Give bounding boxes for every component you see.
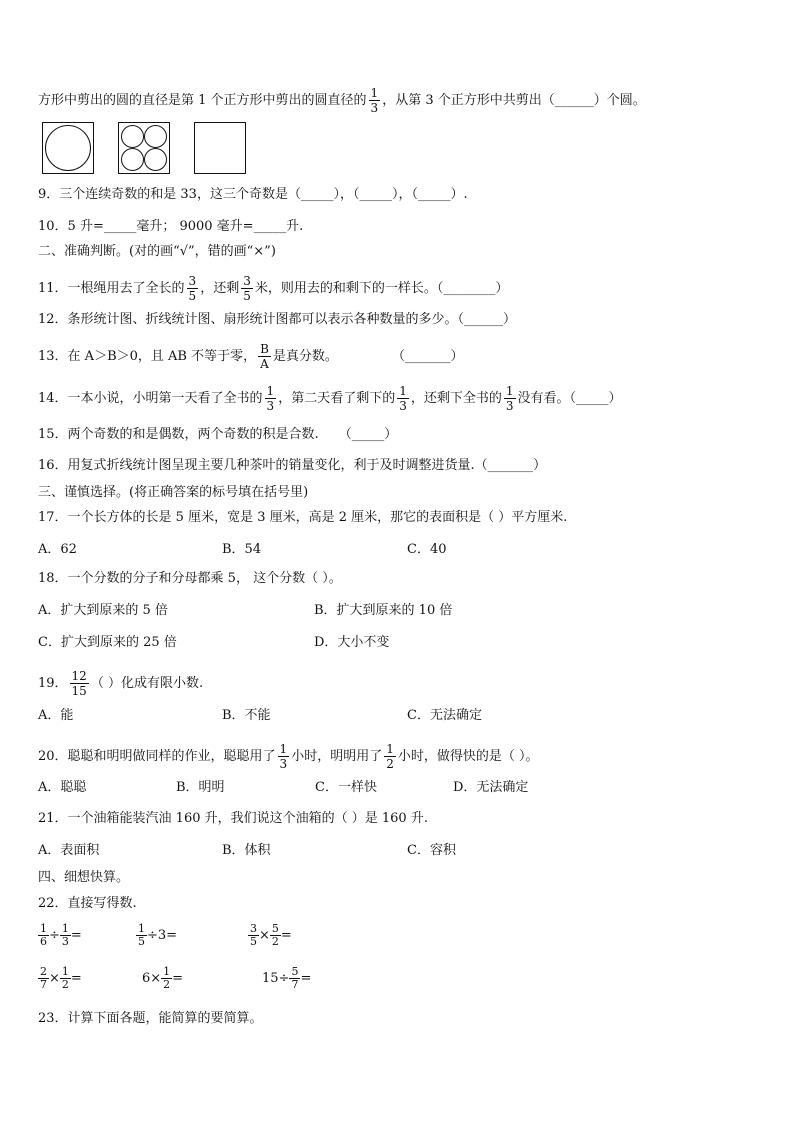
q20-option-d[interactable]: D．无法确定 [453, 780, 529, 795]
q14-text-a: 14．一本小说，小明第一天看了全书的 [38, 391, 263, 406]
q13-answer-blank: （_______） [391, 349, 464, 364]
frac-numerator: 1 [505, 384, 514, 398]
frac-numerator: 3 [250, 922, 257, 935]
calc-expression-2 [136, 923, 177, 948]
q20-text-c: 小时，做得快的是（ ）。 [397, 749, 539, 764]
frac-denominator: 3 [279, 757, 288, 771]
frac-denominator: A [260, 357, 269, 371]
frac-numerator: 1 [138, 922, 145, 935]
q19-fraction [70, 669, 89, 698]
q11-fraction-1 [187, 274, 199, 303]
question-11 [38, 274, 508, 303]
frac-numerator: 3 [243, 274, 251, 288]
question-17: 17．一个长方体的长是 5 厘米，宽是 3 厘米，高是 2 厘米，那它的表面积是（ ）平方厘米. [38, 510, 568, 525]
frac-denominator: 6 [40, 935, 47, 948]
question-10: 10．5 升=_____毫升； 9000 毫升=_____升. [38, 219, 304, 234]
q14-text-d: 没有看。（_____） [517, 391, 622, 406]
frac-denominator: 3 [266, 399, 275, 413]
q20-option-b[interactable]: B．明明 [176, 780, 225, 795]
q21-option-a[interactable]: A．表面积 [38, 843, 100, 858]
calc-equals: = [172, 971, 184, 986]
frac-numerator: 1 [399, 384, 407, 398]
calc-fraction [270, 923, 281, 948]
frac-numerator: 1 [386, 742, 394, 756]
calc-prefix: 6× [142, 971, 162, 986]
frac-denominator: 2 [163, 978, 171, 991]
square-figure-1 [42, 122, 94, 174]
q11-text-a: 11．一根绳用去了全长的 [38, 281, 185, 296]
q21-option-c[interactable]: C．容积 [407, 843, 456, 858]
q18-option-d[interactable]: D．大小不变 [314, 635, 390, 650]
frac-numerator: 1 [370, 86, 379, 100]
section-2-heading: 二、准确判断。(对的画“√”，错的画“×”) [38, 244, 276, 259]
q17-option-c[interactable]: C．40 [407, 542, 447, 557]
calc-fraction [60, 923, 71, 948]
circle-small [144, 148, 167, 171]
frac-denominator: 5 [188, 289, 197, 303]
calc-expression-5 [142, 966, 183, 991]
question-21: 21．一个油箱能装汽油 160 升，我们说这个油箱的（ ）是 160 升. [38, 811, 428, 826]
question-23: 23．计算下面各题，能简算的要简算。 [38, 1011, 263, 1026]
q19-number: 19． [38, 676, 68, 691]
q17-option-a[interactable]: A．62 [38, 542, 77, 557]
question-19 [38, 669, 203, 698]
q18-option-a[interactable]: A．扩大到原来的 5 倍 [38, 603, 168, 618]
frac-denominator: 5 [138, 935, 145, 948]
calc-expression-4 [38, 966, 82, 991]
calc-fraction [60, 966, 71, 991]
section-4-heading: 四、细想快算。 [38, 870, 130, 885]
q15-text: 15．两个奇数的和是偶数，两个奇数的积是合数. [38, 427, 319, 442]
section-3-heading: 三、谨慎选择。(将正确答案的标号填在括号里) [38, 485, 309, 500]
calc-fraction [38, 923, 49, 948]
calc-equals: = [70, 928, 82, 943]
question-14 [38, 384, 622, 413]
q20-fraction-1 [278, 742, 290, 771]
calc-rest: ÷3= [147, 928, 178, 943]
q11-text-b: ，还剩 [200, 281, 240, 296]
circle-small [121, 148, 144, 171]
frac-numerator: 12 [71, 669, 87, 683]
frac-numerator: 3 [188, 274, 197, 288]
q13-fraction [258, 342, 271, 371]
circle-small [144, 125, 167, 148]
q15-answer-blank: （_____） [338, 427, 398, 442]
frac-denominator: 7 [291, 978, 299, 991]
calc-operator: ÷ [49, 928, 60, 943]
frac-denominator: 2 [61, 978, 69, 991]
calc-expression-1 [38, 923, 82, 948]
q11-text-c: 米，则用去的和剩下的一样长。（________） [254, 281, 509, 296]
frac-denominator: 3 [505, 399, 514, 413]
question-20 [38, 742, 538, 771]
circle-small [121, 125, 144, 148]
q14-fraction-2 [397, 384, 409, 413]
calc-prefix: 15÷ [262, 971, 290, 986]
calc-operator: × [259, 928, 270, 943]
frac-numerator: 1 [61, 922, 69, 935]
frac-numerator: 1 [279, 742, 288, 756]
question-18: 18．一个分数的分子和分母都乘 5， 这个分数（ ）。 [38, 571, 342, 586]
q20-text-a: 20．聪聪和明明做同样的作业，聪聪用了 [38, 749, 276, 764]
calc-fraction [136, 923, 147, 948]
calc-expression-6 [262, 966, 311, 991]
frac-denominator: 5 [250, 935, 257, 948]
q8-fraction [369, 86, 381, 115]
frac-numerator: 2 [40, 965, 47, 978]
frac-denominator: 2 [386, 757, 394, 771]
frac-denominator: 5 [243, 289, 251, 303]
q14-text-c: ，还剩下全书的 [410, 391, 502, 406]
q19-option-b[interactable]: B．不能 [222, 708, 271, 723]
calc-fraction [38, 966, 49, 991]
frac-denominator: 3 [61, 935, 69, 948]
frac-denominator: 2 [271, 935, 279, 948]
square-figure-2 [118, 122, 170, 174]
frac-denominator: 3 [370, 101, 379, 115]
q8-text-a: 方形中剪出的圆的直径是第 1 个正方形中剪出的圆直径的 [38, 93, 367, 108]
calc-operator: × [49, 971, 60, 986]
q21-option-b[interactable]: B．体积 [222, 843, 271, 858]
q14-fraction-3 [504, 384, 516, 413]
question-8-line [38, 86, 646, 115]
q20-text-b: 小时，明明用了 [291, 749, 383, 764]
calc-fraction [289, 966, 300, 991]
q20-option-a[interactable]: A．聪聪 [38, 780, 87, 795]
calc-equals: = [300, 971, 312, 986]
q19-option-c[interactable]: C．无法确定 [407, 708, 482, 723]
question-16: 16．用复式折线统计图呈现主要几种茶叶的销量变化，利于及时调整进货量.（_______） [38, 458, 547, 473]
frac-numerator: 5 [271, 922, 279, 935]
q19-option-a[interactable]: A．能 [38, 708, 74, 723]
q19-text: （ ）化成有限小数. [90, 676, 204, 691]
frac-numerator: 1 [40, 922, 47, 935]
question-12: 12．条形统计图、折线统计图、扇形统计图都可以表示各种数量的多少。（______） [38, 312, 517, 327]
q8-text-b: ，从第 3 个正方形中共剪出（______）个圆。 [382, 93, 646, 108]
calc-fraction [248, 923, 259, 948]
q20-option-c[interactable]: C．一样快 [315, 780, 377, 795]
frac-numerator: 1 [163, 965, 171, 978]
frac-denominator: 3 [399, 399, 407, 413]
q13-text-b: 是真分数。 [272, 349, 338, 364]
question-13 [38, 342, 463, 371]
calc-equals: = [280, 928, 292, 943]
q13-text-a: 13．在 A＞B＞0，且 AB 不等于零， [38, 349, 257, 364]
q18-option-b[interactable]: B．扩大到原来的 10 倍 [314, 603, 453, 618]
frac-numerator: 1 [266, 384, 275, 398]
question-9: 9．三个连续奇数的和是 33，这三个奇数是（_____），（_____），（_____）. [38, 187, 468, 202]
frac-denominator: 15 [71, 684, 87, 698]
q14-text-b: ，第二天看了剩下的 [278, 391, 396, 406]
q20-fraction-2 [384, 742, 396, 771]
square-figure-3 [194, 122, 246, 174]
question-22: 22．直接写得数. [38, 896, 137, 911]
q14-fraction-1 [265, 384, 277, 413]
frac-denominator: 7 [40, 978, 47, 991]
calc-expression-3 [248, 923, 292, 948]
frac-numerator: 1 [61, 965, 69, 978]
circle-large [45, 125, 91, 171]
q18-option-c[interactable]: C．扩大到原来的 25 倍 [38, 635, 177, 650]
frac-numerator: 5 [291, 965, 299, 978]
q11-fraction-2 [241, 274, 253, 303]
q17-option-b[interactable]: B．54 [222, 542, 262, 557]
calc-equals: = [70, 971, 82, 986]
frac-numerator: B [260, 342, 269, 356]
calc-fraction [161, 966, 172, 991]
question-15 [38, 426, 397, 444]
